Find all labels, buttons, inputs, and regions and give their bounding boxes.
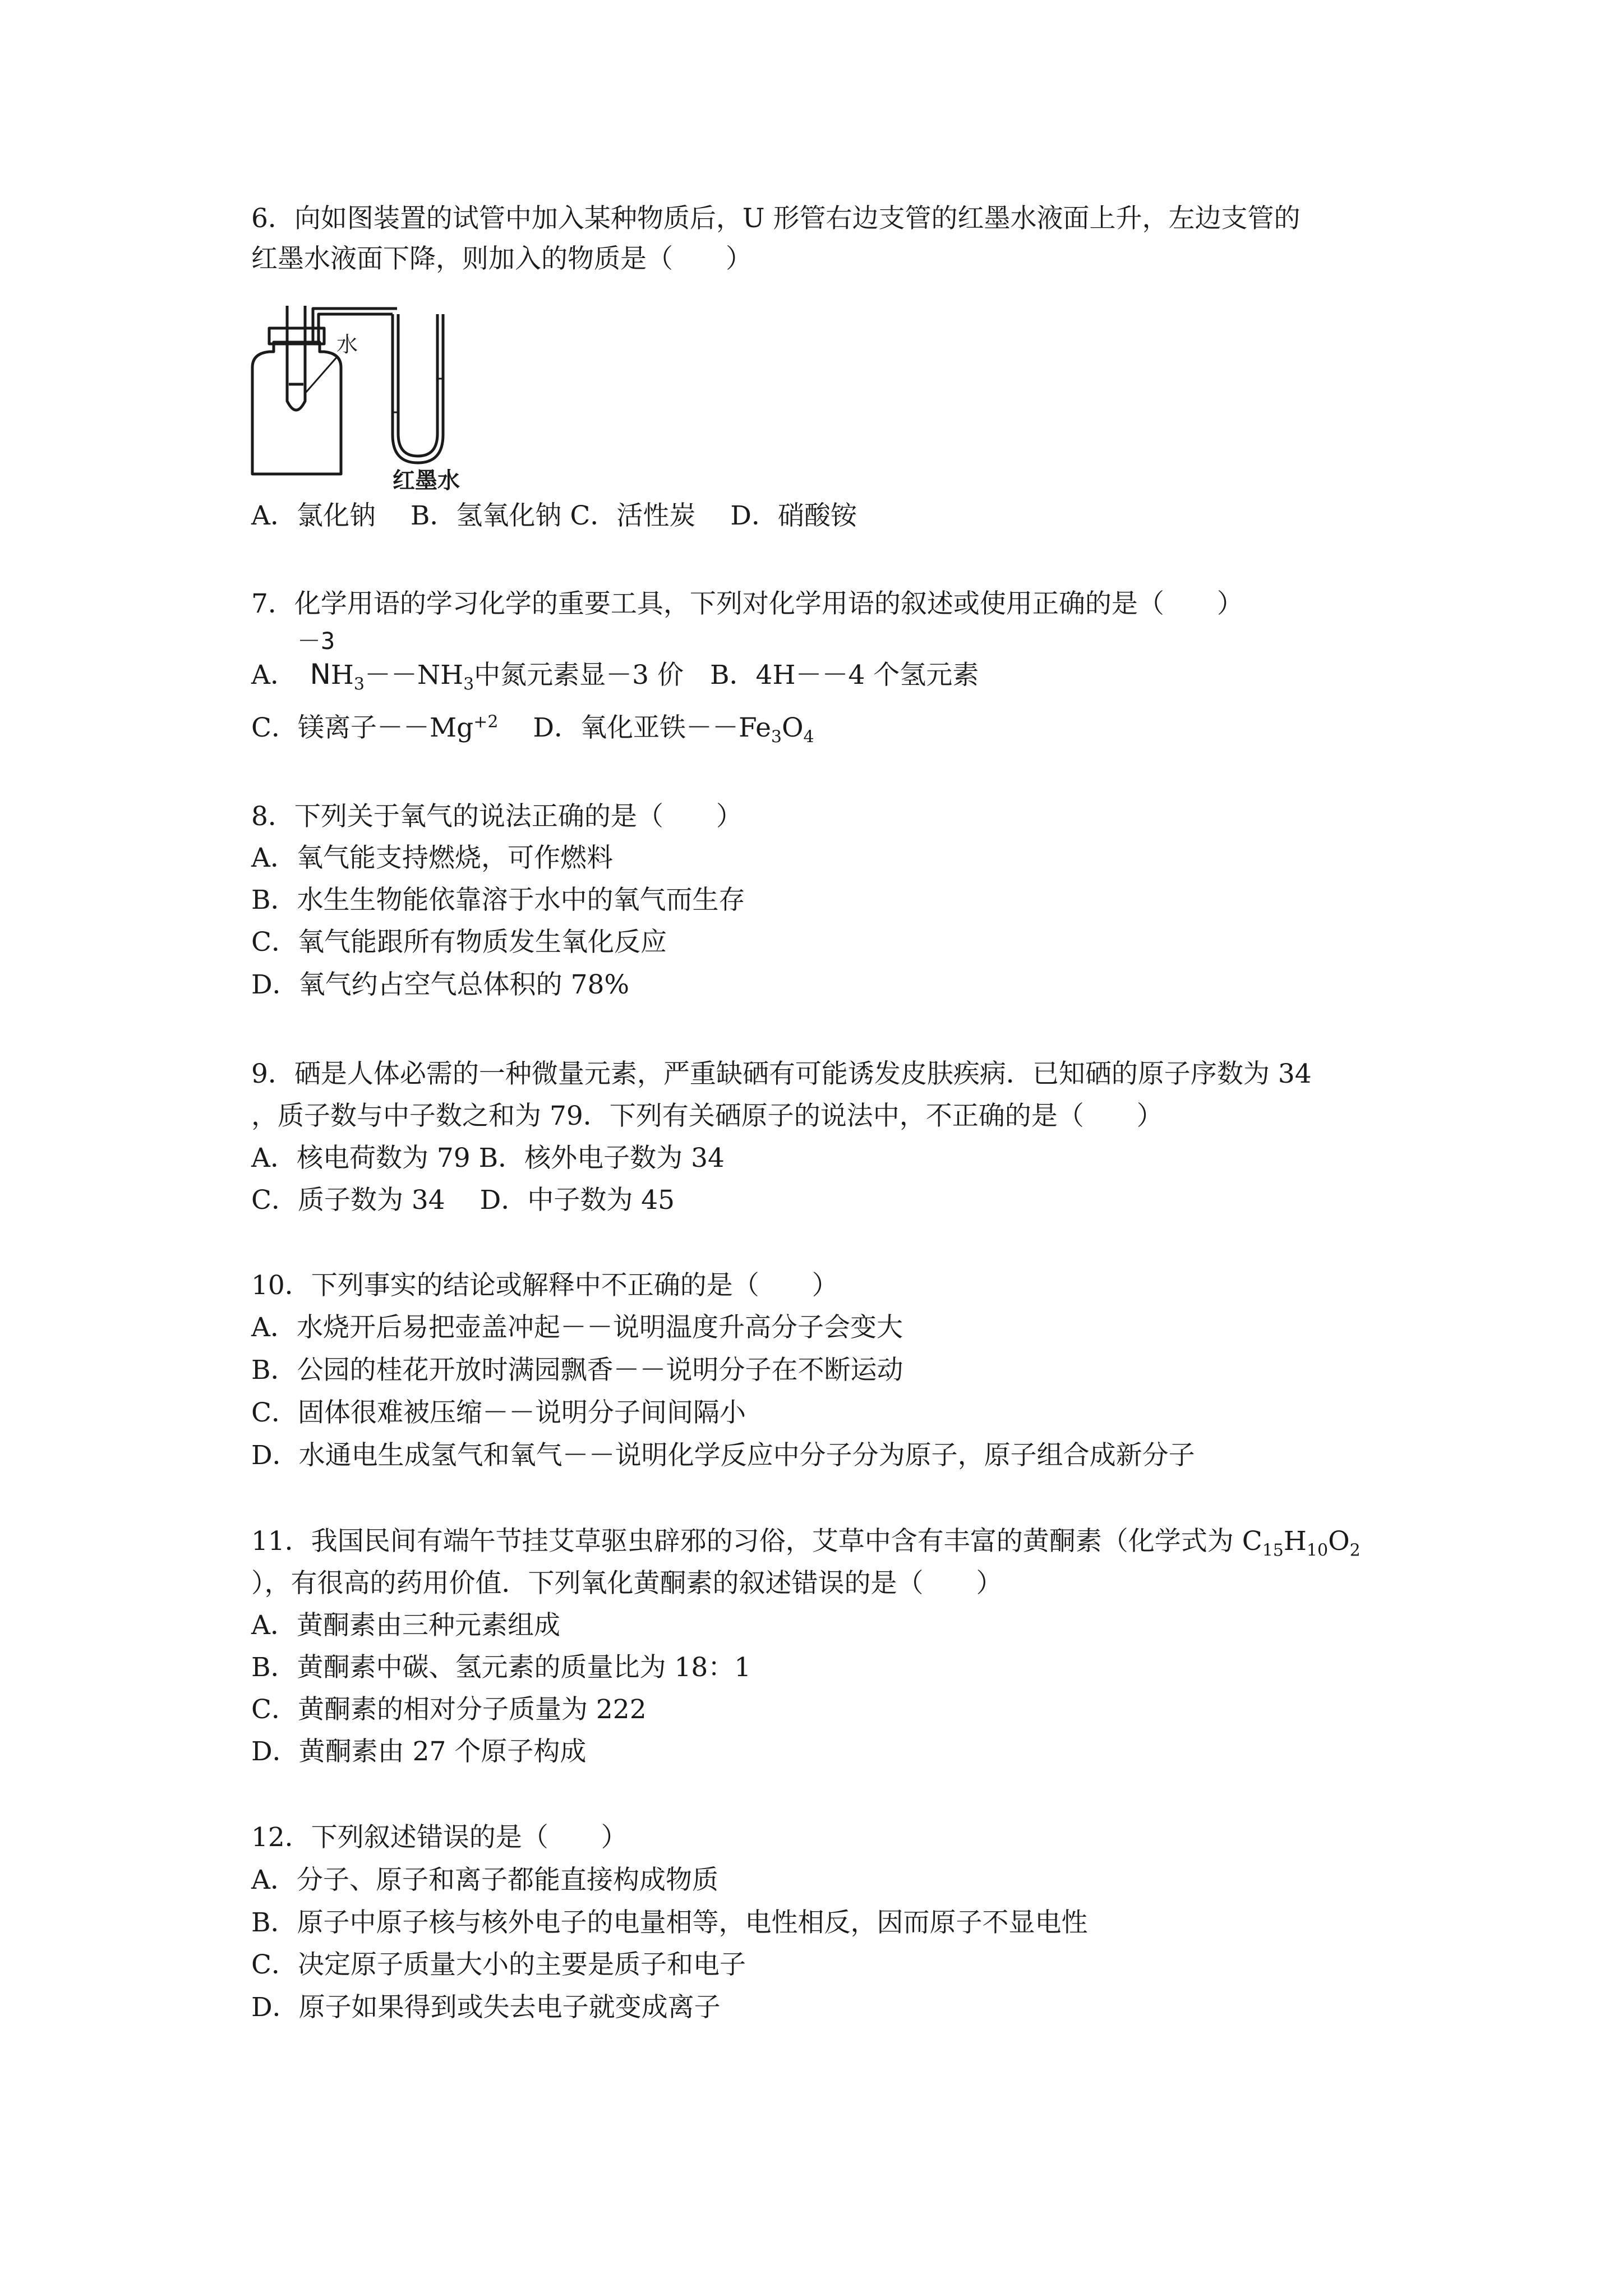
q11-option-d: D．黄酮素由 27 个原子构成 bbox=[251, 1736, 587, 1767]
q7-nitrogen-symbol: N bbox=[310, 658, 331, 691]
q7-nh3-sub: 3 bbox=[463, 674, 474, 694]
q7-d-sub2: 4 bbox=[803, 727, 814, 747]
q11-stem-line1 bbox=[251, 1525, 1361, 1561]
q10-option-b: B．公园的桂花开放时满园飘香－－说明分子在不断运动 bbox=[251, 1355, 903, 1386]
q11-o-sub: 2 bbox=[1349, 1540, 1361, 1561]
q7-mid: －－NH bbox=[364, 660, 464, 691]
q11-stem-line2: ），有很高的药用价值．下列氧化黄酮素的叙述错误的是（ ） bbox=[251, 1568, 1003, 1599]
q11-option-b: B．黄酮素中碳、氢元素的质量比为 18：1 bbox=[251, 1652, 751, 1683]
test-tube bbox=[287, 306, 305, 410]
q9-option-ab: A．核电荷数为 79 B．核外电子数为 34 bbox=[251, 1143, 725, 1174]
q9-stem-line1: 9．硒是人体必需的一种微量元素，严重缺硒有可能诱发皮肤疾病．已知硒的原子序数为 34 bbox=[251, 1059, 1312, 1089]
q10-option-d: D．水通电生成氢气和氧气－－说明化学反应中分子分为原子，原子组合成新分子 bbox=[251, 1440, 1195, 1471]
q7-a-prefix: A． bbox=[251, 660, 284, 691]
q8-option-a: A．氧气能支持燃烧，可作燃料 bbox=[251, 843, 613, 873]
q12-option-b: B．原子中原子核与核外电子的电量相等，电性相反，因而原子不显电性 bbox=[251, 1907, 1088, 1938]
q7-option-ab bbox=[251, 657, 979, 692]
u-tube-apparatus-figure bbox=[247, 289, 494, 491]
red-ink-label: 红墨水 bbox=[393, 468, 460, 491]
q7-d-sub1: 3 bbox=[771, 727, 782, 747]
q10-option-c: C．固体很难被压缩－－说明分子间间隔小 bbox=[251, 1397, 746, 1428]
q8-stem: 8．下列关于氧气的说法正确的是（ ） bbox=[251, 801, 743, 832]
q12-option-c: C．决定原子质量大小的主要是质子和电子 bbox=[251, 1949, 746, 1980]
q7-option-cd bbox=[251, 711, 814, 745]
q8-option-c: C．氧气能跟所有物质发生氧化反应 bbox=[251, 927, 667, 958]
q7-c-sup: +2 bbox=[473, 712, 499, 732]
q9-option-cd: C．质子数为 34 D．中子数为 45 bbox=[251, 1185, 675, 1216]
q6-options: A．氯化钠 B．氢氧化钠 C．活性炭 D．硝酸铵 bbox=[251, 500, 857, 531]
bottle-outline bbox=[252, 342, 341, 474]
q12-option-a: A．分子、原子和离子都能直接构成物质 bbox=[251, 1865, 718, 1895]
q6-stem-line2: 红墨水液面下降，则加入的物质是（ ） bbox=[251, 243, 752, 274]
q7-d-text: D．氧化亚铁－－Fe bbox=[498, 712, 771, 743]
q7-h: H bbox=[330, 660, 354, 691]
q11-c-sub: 15 bbox=[1262, 1540, 1284, 1561]
q7-stem: 7．化学用语的学习化学的重要工具，下列对化学用语的叙述或使用正确的是（ ） bbox=[251, 588, 1243, 619]
q12-option-d: D．原子如果得到或失去电子就变成离子 bbox=[251, 1992, 721, 2023]
q9-stem-line2: ，质子数与中子数之和为 79．下列有关硒原子的说法中，不正确的是（ ） bbox=[251, 1101, 1163, 1131]
q11-option-a: A．黄酮素由三种元素组成 bbox=[251, 1610, 560, 1641]
q11-option-c: C．黄酮素的相对分子质量为 222 bbox=[251, 1694, 647, 1725]
q7-d-o: O bbox=[782, 712, 804, 743]
q12-stem: 12．下列叙述错误的是（ ） bbox=[251, 1822, 628, 1853]
q11-line1-text: 11．我国民间有端午节挂艾草驱虫辟邪的习俗，艾草中含有丰富的黄酮素（化学式为 C bbox=[251, 1526, 1262, 1557]
q7-a-rest: 中氮元素显－3 价 B．4H－－4 个氢元素 bbox=[474, 660, 979, 691]
q11-h-sub: 10 bbox=[1306, 1540, 1329, 1561]
q6-stem-line1: 6．向如图装置的试管中加入某种物质后，U 形管右边支管的红墨水液面上升，左边支管的 bbox=[251, 203, 1301, 234]
q8-option-d: D．氧气约占空气总体积的 78% bbox=[251, 969, 630, 1000]
q10-option-a: A．水烧开后易把壶盖冲起－－说明温度升高分子会变大 bbox=[251, 1312, 903, 1343]
q10-stem: 10．下列事实的结论或解释中不正确的是（ ） bbox=[251, 1270, 838, 1301]
q7-h-sub: 3 bbox=[353, 674, 365, 694]
water-label: 水 bbox=[336, 332, 358, 357]
q7-c-text: C．镁离子－－Mg bbox=[251, 712, 474, 743]
q11-h: H bbox=[1283, 1526, 1307, 1557]
q11-o: O bbox=[1328, 1526, 1350, 1557]
q8-option-b: B．水生生物能依靠溶于水中的氧气而生存 bbox=[251, 885, 745, 915]
q7-valence-mark: －3 bbox=[297, 627, 335, 655]
